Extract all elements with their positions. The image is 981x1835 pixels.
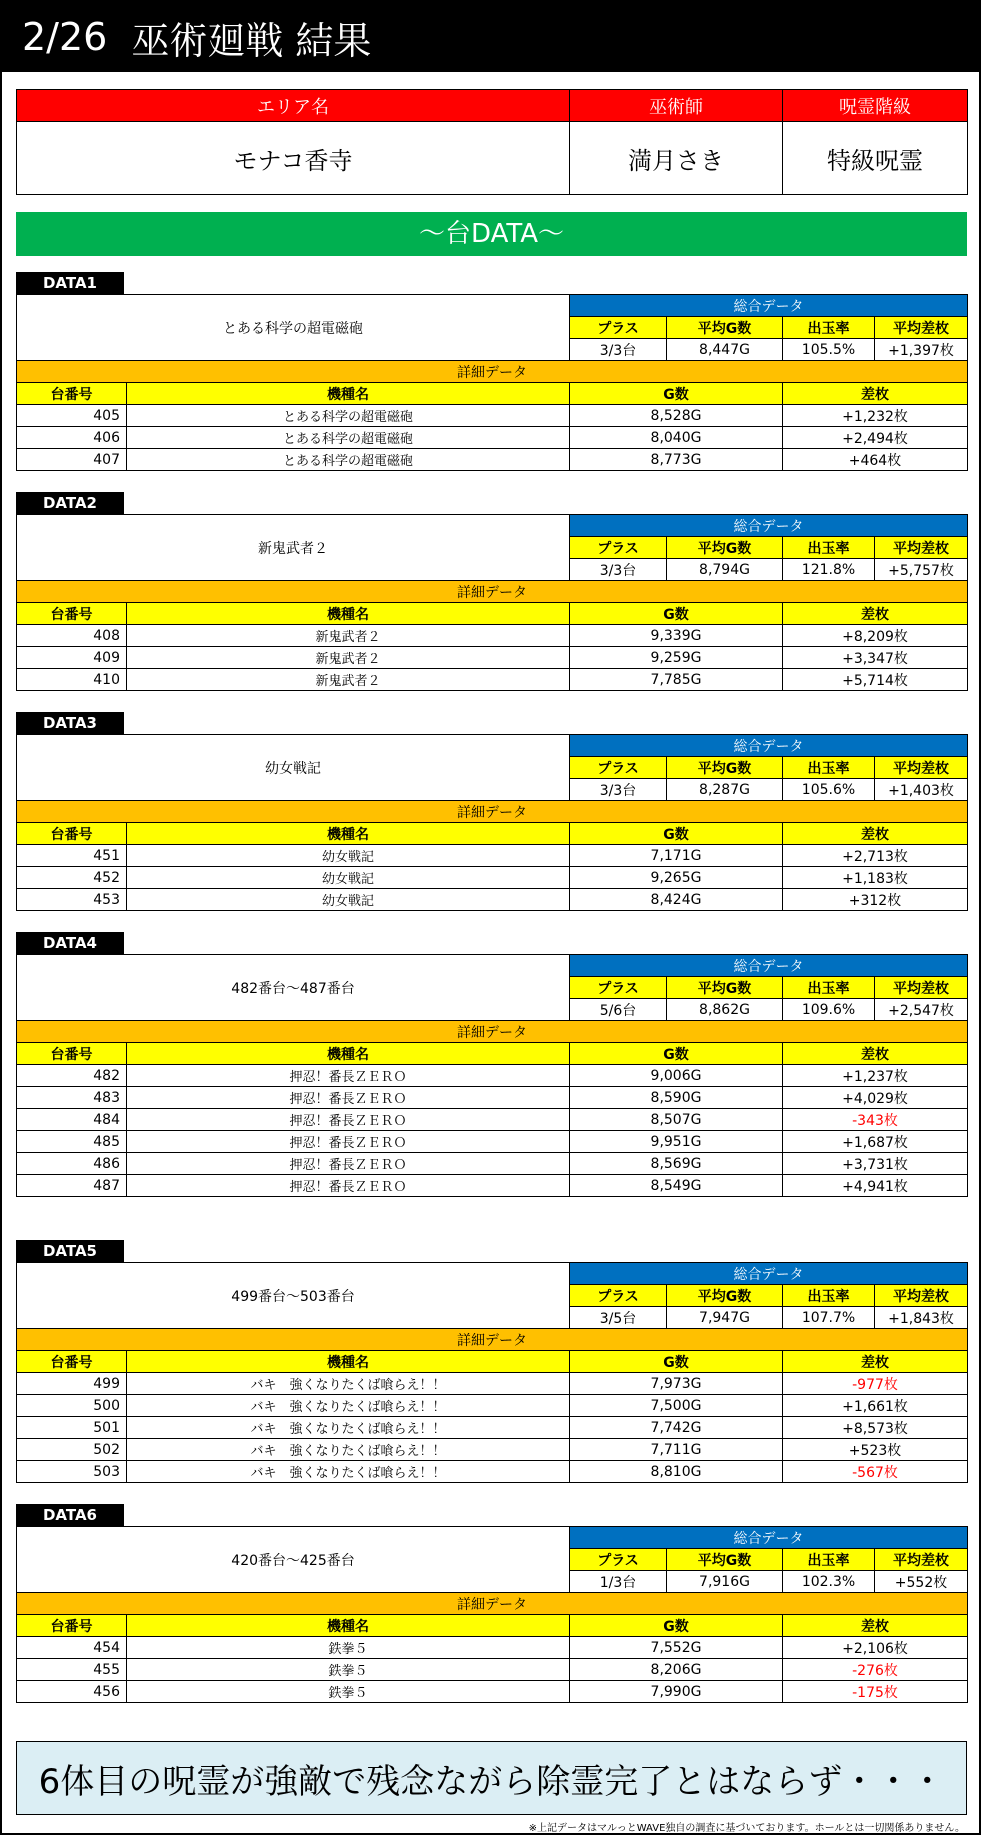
machine-diff: +1,661枚 (783, 1395, 968, 1417)
summary-header-payout: 出玉率 (783, 317, 875, 339)
block-tag: DATA4 (16, 932, 124, 954)
machine-model: とある科学の超電磁砲 (127, 427, 570, 449)
detail-header-model: 機種名 (127, 383, 570, 405)
block-tag: DATA2 (16, 492, 124, 514)
block-model-name: 420番台～425番台 (17, 1527, 570, 1593)
summary-value-payout: 109.6% (783, 999, 875, 1021)
summary-header-avg-diff: 平均差枚 (875, 1549, 968, 1571)
detail-header-diff: 差枚 (783, 1615, 968, 1637)
machine-diff: +2,494枚 (783, 427, 968, 449)
machine-games: 8,773G (570, 449, 783, 471)
machine-games: 8,040G (570, 427, 783, 449)
machine-diff: +4,941枚 (783, 1175, 968, 1197)
machine-number: 485 (17, 1131, 127, 1153)
machine-games: 9,265G (570, 867, 783, 889)
machine-games: 9,339G (570, 625, 783, 647)
machine-model: 幼女戦記 (127, 845, 570, 867)
table-row (17, 889, 968, 911)
machine-diff: +1,183枚 (783, 867, 968, 889)
machine-number: 454 (17, 1637, 127, 1659)
summary-header-avg-diff: 平均差枚 (875, 757, 968, 779)
detail-header-number: 台番号 (17, 1043, 127, 1065)
machine-games: 9,006G (570, 1065, 783, 1087)
detail-header-model: 機種名 (127, 823, 570, 845)
summary-header-plus: プラス (570, 1285, 667, 1307)
table-row (17, 1175, 968, 1197)
sorcerer-label: 巫術師 (570, 90, 783, 122)
machine-model: 鉄拳５ (127, 1637, 570, 1659)
summary-value-avg-diff: +1,403枚 (875, 779, 968, 801)
detail-header-diff: 差枚 (783, 603, 968, 625)
data-block (16, 712, 967, 911)
table-row (17, 867, 968, 889)
data-block (16, 492, 967, 691)
grade-value: 特級呪霊 (783, 122, 968, 195)
detail-header-number: 台番号 (17, 1615, 127, 1637)
summary-header-payout: 出玉率 (783, 1549, 875, 1571)
table-row (17, 1373, 968, 1395)
machine-diff: +8,573枚 (783, 1417, 968, 1439)
machine-games: 8,528G (570, 405, 783, 427)
machine-number: 453 (17, 889, 127, 911)
detail-header-number: 台番号 (17, 383, 127, 405)
summary-value-payout: 105.5% (783, 339, 875, 361)
machine-diff: +3,347枚 (783, 647, 968, 669)
machine-number: 499 (17, 1373, 127, 1395)
machine-model: とある科学の超電磁砲 (127, 405, 570, 427)
machine-games: 7,552G (570, 1637, 783, 1659)
summary-value-payout: 102.3% (783, 1571, 875, 1593)
detail-header-games: G数 (570, 603, 783, 625)
machine-model: 新鬼武者２ (127, 625, 570, 647)
machine-games: 7,990G (570, 1681, 783, 1703)
machine-games: 8,507G (570, 1109, 783, 1131)
table-row (17, 405, 968, 427)
machine-number: 487 (17, 1175, 127, 1197)
machine-diff: +2,106枚 (783, 1637, 968, 1659)
section-title: ～台DATA～ (16, 212, 967, 256)
detail-header-model: 機種名 (127, 1351, 570, 1373)
machine-diff: +523枚 (783, 1439, 968, 1461)
summary-value-payout: 107.7% (783, 1307, 875, 1329)
table-row (17, 1109, 968, 1131)
machine-diff: +1,232枚 (783, 405, 968, 427)
detail-header-model: 機種名 (127, 1043, 570, 1065)
summary-value-plus: 3/3台 (570, 559, 667, 581)
machine-diff: +2,713枚 (783, 845, 968, 867)
detail-label: 詳細データ (17, 1329, 968, 1351)
summary-value-plus: 3/3台 (570, 779, 667, 801)
machine-model: バキ 強くなりたくば喰らえ！！ (127, 1395, 570, 1417)
detail-label: 詳細データ (17, 1593, 968, 1615)
block-tag: DATA5 (16, 1240, 124, 1262)
table-row (17, 625, 968, 647)
table-row (17, 1065, 968, 1087)
block-model-name: 新鬼武者２ (17, 515, 570, 581)
machine-model: 押忍！番長ＺＥＲＯ (127, 1131, 570, 1153)
detail-header-model: 機種名 (127, 603, 570, 625)
detail-header-number: 台番号 (17, 1351, 127, 1373)
machine-number: 407 (17, 449, 127, 471)
summary-header-avg-g: 平均G数 (667, 537, 783, 559)
summary-value-avg-diff: +552枚 (875, 1571, 968, 1593)
footer-message: 6体目の呪霊が強敵で残念ながら除霊完了とはならず・・・ (16, 1741, 967, 1815)
machine-number: 502 (17, 1439, 127, 1461)
machine-diff: +1,687枚 (783, 1131, 968, 1153)
summary-header-plus: プラス (570, 977, 667, 999)
machine-model: 幼女戦記 (127, 889, 570, 911)
summary-value-plus: 1/3台 (570, 1571, 667, 1593)
summary-header-avg-diff: 平均差枚 (875, 317, 968, 339)
overall-label: 総合データ (570, 295, 968, 317)
table-row (17, 647, 968, 669)
machine-diff: -175枚 (783, 1681, 968, 1703)
machine-number: 409 (17, 647, 127, 669)
machine-model: 押忍！番長ＺＥＲＯ (127, 1087, 570, 1109)
machine-diff: +8,209枚 (783, 625, 968, 647)
machine-diff: +1,237枚 (783, 1065, 968, 1087)
machine-games: 8,424G (570, 889, 783, 911)
detail-header-model: 機種名 (127, 1615, 570, 1637)
summary-value-avg-diff: +1,397枚 (875, 339, 968, 361)
table-row (17, 1087, 968, 1109)
footer-note: ※上記データはマルっとWAVE独自の調査に基づいております。ホールとは一切関係ありません。 (528, 1823, 965, 1834)
summary-header-plus: プラス (570, 317, 667, 339)
machine-diff: +312枚 (783, 889, 968, 911)
block-model-name: とある科学の超電磁砲 (17, 295, 570, 361)
summary-header-payout: 出玉率 (783, 977, 875, 999)
detail-label: 詳細データ (17, 581, 968, 603)
table-row (17, 1417, 968, 1439)
machine-number: 452 (17, 867, 127, 889)
area-value: モナコ香寺 (17, 122, 570, 195)
summary-header-avg-diff: 平均差枚 (875, 537, 968, 559)
machine-model: 新鬼武者２ (127, 669, 570, 691)
machine-model: 新鬼武者２ (127, 647, 570, 669)
table-row (17, 1659, 968, 1681)
machine-diff: -567枚 (783, 1461, 968, 1483)
machine-diff: +5,714枚 (783, 669, 968, 691)
block-model-name: 499番台～503番台 (17, 1263, 570, 1329)
overall-label: 総合データ (570, 1527, 968, 1549)
summary-header-payout: 出玉率 (783, 757, 875, 779)
table-row (17, 1131, 968, 1153)
area-table (16, 89, 967, 195)
machine-games: 9,259G (570, 647, 783, 669)
detail-header-diff: 差枚 (783, 1351, 968, 1373)
summary-value-plus: 5/6台 (570, 999, 667, 1021)
machine-number: 503 (17, 1461, 127, 1483)
detail-header-games: G数 (570, 823, 783, 845)
detail-header-games: G数 (570, 1043, 783, 1065)
table-row (17, 1395, 968, 1417)
machine-games: 8,206G (570, 1659, 783, 1681)
machine-diff: -977枚 (783, 1373, 968, 1395)
table-row (17, 1637, 968, 1659)
table-row (17, 669, 968, 691)
summary-value-avg-diff: +2,547枚 (875, 999, 968, 1021)
summary-header-avg-g: 平均G数 (667, 317, 783, 339)
data-block (16, 1504, 967, 1703)
summary-header-avg-diff: 平均差枚 (875, 977, 968, 999)
summary-value-payout: 121.8% (783, 559, 875, 581)
machine-model: とある科学の超電磁砲 (127, 449, 570, 471)
summary-value-plus: 3/5台 (570, 1307, 667, 1329)
detail-header-diff: 差枚 (783, 823, 968, 845)
header-date: 2/26 (22, 15, 108, 59)
block-tag: DATA1 (16, 272, 124, 294)
overall-label: 総合データ (570, 955, 968, 977)
page-header (2, 2, 979, 72)
grade-label: 呪霊階級 (783, 90, 968, 122)
machine-model: バキ 強くなりたくば喰らえ！！ (127, 1461, 570, 1483)
summary-header-plus: プラス (570, 757, 667, 779)
header-title: 巫術廻戦 結果 (131, 18, 372, 63)
machine-diff: +464枚 (783, 449, 968, 471)
machine-games: 8,810G (570, 1461, 783, 1483)
machine-number: 406 (17, 427, 127, 449)
summary-header-avg-g: 平均G数 (667, 1549, 783, 1571)
machine-model: バキ 強くなりたくば喰らえ！！ (127, 1373, 570, 1395)
machine-number: 501 (17, 1417, 127, 1439)
table-row (17, 1461, 968, 1483)
machine-games: 9,951G (570, 1131, 783, 1153)
machine-number: 500 (17, 1395, 127, 1417)
sorcerer-value: 満月さき (570, 122, 783, 195)
summary-value-avg-diff: +1,843枚 (875, 1307, 968, 1329)
machine-model: 押忍！番長ＺＥＲＯ (127, 1109, 570, 1131)
detail-header-diff: 差枚 (783, 1043, 968, 1065)
data-block (16, 1240, 967, 1483)
machine-model: 押忍！番長ＺＥＲＯ (127, 1153, 570, 1175)
table-row (17, 845, 968, 867)
block-model-name: 482番台～487番台 (17, 955, 570, 1021)
machine-model: 押忍！番長ＺＥＲＯ (127, 1175, 570, 1197)
table-row (17, 1681, 968, 1703)
summary-value-avg-g: 8,287G (667, 779, 783, 801)
machine-diff: -276枚 (783, 1659, 968, 1681)
summary-header-plus: プラス (570, 537, 667, 559)
machine-model: 鉄拳５ (127, 1659, 570, 1681)
summary-value-avg-g: 8,794G (667, 559, 783, 581)
data-block (16, 272, 967, 471)
summary-value-avg-g: 8,862G (667, 999, 783, 1021)
machine-diff: +4,029枚 (783, 1087, 968, 1109)
machine-diff: -343枚 (783, 1109, 968, 1131)
machine-games: 7,500G (570, 1395, 783, 1417)
machine-games: 8,549G (570, 1175, 783, 1197)
machine-number: 405 (17, 405, 127, 427)
block-tag: DATA3 (16, 712, 124, 734)
table-row (17, 449, 968, 471)
machine-model: 押忍！番長ＺＥＲＯ (127, 1065, 570, 1087)
machine-model: バキ 強くなりたくば喰らえ！！ (127, 1439, 570, 1461)
summary-value-plus: 3/3台 (570, 339, 667, 361)
detail-header-games: G数 (570, 383, 783, 405)
summary-header-avg-g: 平均G数 (667, 1285, 783, 1307)
machine-games: 8,569G (570, 1153, 783, 1175)
block-tag: DATA6 (16, 1504, 124, 1526)
detail-header-number: 台番号 (17, 823, 127, 845)
detail-label: 詳細データ (17, 1021, 968, 1043)
table-row (17, 427, 968, 449)
overall-label: 総合データ (570, 1263, 968, 1285)
machine-number: 455 (17, 1659, 127, 1681)
machine-games: 7,785G (570, 669, 783, 691)
summary-header-avg-diff: 平均差枚 (875, 1285, 968, 1307)
machine-number: 482 (17, 1065, 127, 1087)
machine-games: 7,711G (570, 1439, 783, 1461)
summary-header-plus: プラス (570, 1549, 667, 1571)
data-block (16, 932, 967, 1197)
machine-number: 451 (17, 845, 127, 867)
machine-number: 483 (17, 1087, 127, 1109)
block-model-name: 幼女戦記 (17, 735, 570, 801)
overall-label: 総合データ (570, 515, 968, 537)
table-row (17, 1153, 968, 1175)
summary-value-payout: 105.6% (783, 779, 875, 801)
machine-model: バキ 強くなりたくば喰らえ！！ (127, 1417, 570, 1439)
detail-header-diff: 差枚 (783, 383, 968, 405)
detail-header-number: 台番号 (17, 603, 127, 625)
machine-games: 8,590G (570, 1087, 783, 1109)
machine-games: 7,742G (570, 1417, 783, 1439)
machine-number: 456 (17, 1681, 127, 1703)
machine-model: 幼女戦記 (127, 867, 570, 889)
detail-header-games: G数 (570, 1351, 783, 1373)
machine-diff: +3,731枚 (783, 1153, 968, 1175)
summary-header-payout: 出玉率 (783, 537, 875, 559)
detail-label: 詳細データ (17, 801, 968, 823)
summary-value-avg-g: 7,947G (667, 1307, 783, 1329)
overall-label: 総合データ (570, 735, 968, 757)
machine-number: 486 (17, 1153, 127, 1175)
machine-games: 7,973G (570, 1373, 783, 1395)
machine-games: 7,171G (570, 845, 783, 867)
machine-model: 鉄拳５ (127, 1681, 570, 1703)
summary-value-avg-g: 7,916G (667, 1571, 783, 1593)
detail-header-games: G数 (570, 1615, 783, 1637)
summary-value-avg-diff: +5,757枚 (875, 559, 968, 581)
summary-header-payout: 出玉率 (783, 1285, 875, 1307)
machine-number: 408 (17, 625, 127, 647)
table-row (17, 1439, 968, 1461)
machine-number: 410 (17, 669, 127, 691)
summary-header-avg-g: 平均G数 (667, 757, 783, 779)
area-label: エリア名 (17, 90, 570, 122)
summary-value-avg-g: 8,447G (667, 339, 783, 361)
machine-number: 484 (17, 1109, 127, 1131)
summary-header-avg-g: 平均G数 (667, 977, 783, 999)
detail-label: 詳細データ (17, 361, 968, 383)
